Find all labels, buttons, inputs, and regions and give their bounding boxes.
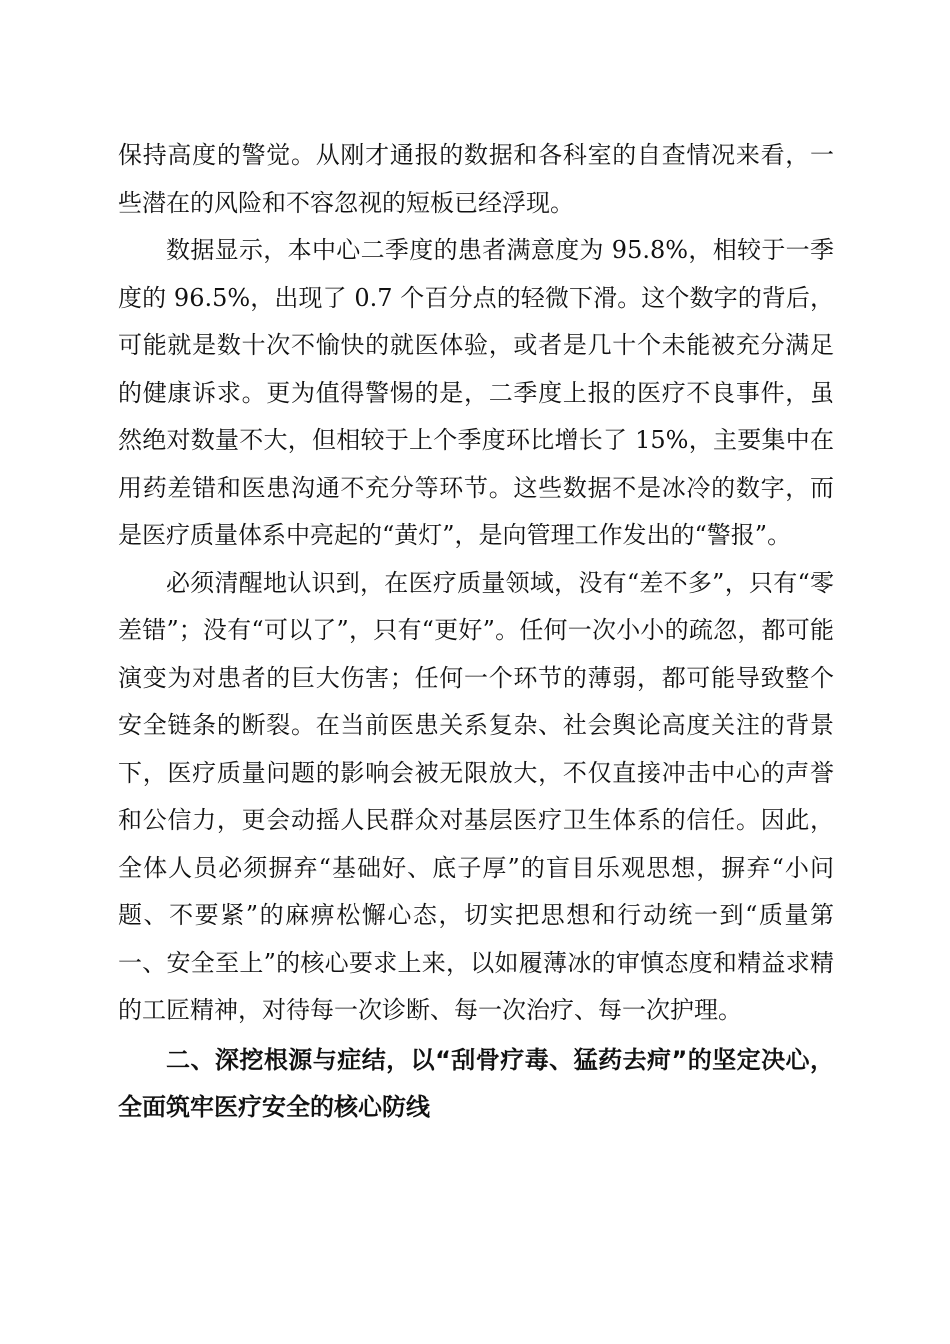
- section-heading: 二、深挖根源与症结，以“刮骨疗毒、猛药去疴”的坚定决心，全面筑牢医疗安全的核心防线: [118, 1045, 834, 1121]
- paragraph-data-analysis: 数据显示，本中心二季度的患者满意度为 95.8%，相较于一季度的 96.5%，出现了 0.7 个百分点的轻微下滑。这个数字的背后，可能就是数十次不愉快的就医体验，或者是几十个未能被充分满足的健康诉求。更为值得警惕的是，二季度上报的医疗不良事件，虽然绝对数量不大，但相较于上个季度环比增长了 15%，主要集中在用药差错和医患沟通不充分等环节。这些数据不是冰冷的数字，而是医疗质量体系中亮起的“黄灯”，是向管理工作发出的“警报”。: [118, 236, 834, 549]
- paragraph-awareness: 必须清醒地认识到，在医疗质量领域，没有“差不多”，只有“零差错”；没有“可以了”，只有“更好”。任何一次小小的疏忽，都可能演变为对患者的巨大伤害；任何一个环节的薄弱，都可能导致整个安全链条的断裂。在当前医患关系复杂、社会舆论高度关注的背景下，医疗质量问题的影响会被无限放大，不仅直接冲击中心的声誉和公信力，更会动摇人民群众对基层医疗卫生体系的信任。因此，全体人员必须摒弃“基础好、底子厚”的盲目乐观思想，摒弃“小问题、不要紧”的麻痹松懈心态，切实把思想和行动统一到“质量第一、安全至上”的核心要求上来，以如履薄冰的审慎态度和精益求精的工匠精神，对待每一次诊断、每一次治疗、每一次护理。: [118, 568, 834, 1024]
- paragraph-continuation: 保持高度的警觉。从刚才通报的数据和各科室的自查情况来看，一些潜在的风险和不容忽视的短板已经浮现。: [118, 141, 834, 217]
- document-body: [118, 132, 834, 1132]
